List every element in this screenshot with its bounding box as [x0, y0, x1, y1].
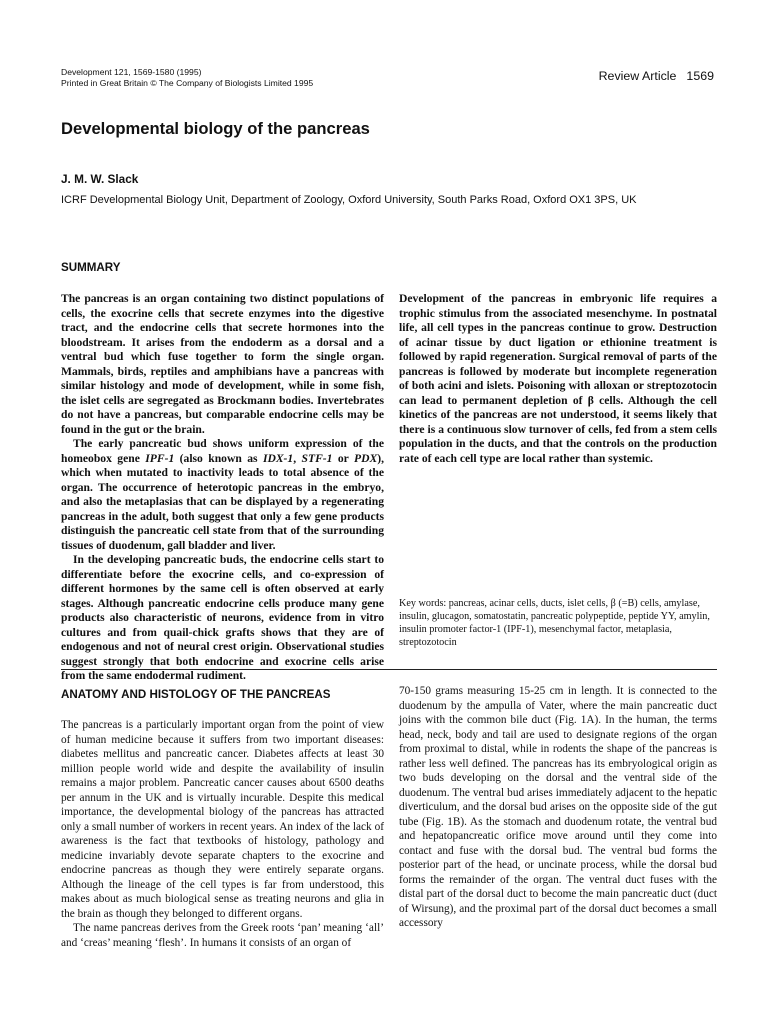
gene-name: IPF-1	[145, 451, 175, 465]
summary-paragraph-1: The pancreas is an organ containing two distinct populations of cells, the exocrine cells that secrete enzymes into the digestive tract, and the endocrine cells that secrete hormones into the bloodstream. It arises from the endoderm as a dorsal and a ventral bud which fuse together to form the single organ. Mammals, birds, reptiles and amphibians have a pancreas with similar histology and mode of development, while in some fish, the islet cells are segregated as Brockmann bodies. Invertebrates do not have a pancreas, but comparable endocrine cells may be found in the gut or the brain.	[61, 292, 384, 436]
article-type: Review Article	[598, 69, 677, 83]
anatomy-right-column	[399, 684, 717, 931]
summary-paragraph-3: In the developing pancreatic buds, the endocrine cells start to differentiate before the exocrine cells, and co-expression of different hormones by the same cell is often observed at early stages. Although pancreatic endocrine cells produce many gene products also characteristic of neurons, evidence from in vitro cultures and from quail-chick grafts shows that they are of endogenous and not of neural crest origin. Observational studies suggest strongly that both endocrine and exocrine cells arise from the same endodermal rudiment.	[61, 553, 384, 682]
summary-paragraph-4: Development of the pancreas in embryonic life requires a trophic stimulus from the associated mesenchyme. In postnatal life, all cell types in the pancreas continue to grow. Destruction of acinar tissue by duct ligation or ethionine treatment is followed by rapid regeneration. Surgical removal of parts of the pancreas is followed by moderate but incomplete regeneration of both acini and islets. Poisoning with alloxan or streptozotocin can lead to permanent depletion of β cells. Although the cell kinetics of the pancreas are not understood, it seems likely that there is a continuous slow turnover of cells, fed from a stem cells population in the ducts, and that the controls on the production rate of each cell type are local rather than systemic.	[399, 292, 717, 465]
keywords: Key words: pancreas, acinar cells, ducts, islet cells, β (=B) cells, amylase, insulin, glucagon, somatostatin, pancreatic polypeptide, peptide YY, amylin, insulin promoter factor-1 (IPF-1), mesenchymal factor, metaplasia, streptozotocin	[399, 598, 710, 648]
copyright-notice: Printed in Great Britain © The Company of Biologists Limited 1995	[61, 78, 314, 89]
gene-name: IDX-1	[262, 451, 294, 465]
summary-right-column	[399, 292, 717, 466]
summary-heading: SUMMARY	[61, 261, 121, 274]
author-name: J. M. W. Slack	[61, 172, 139, 186]
summary-left-column	[61, 292, 384, 684]
section-divider	[61, 669, 717, 670]
anatomy-paragraph-2-start: The name pancreas derives from the Greek roots ‘pan’ meaning ‘all’ and ‘creas’ meaning ‘flesh’. In humans it consists of an organ of	[61, 922, 384, 949]
summary-paragraph-2: The early pancreatic bud shows uniform expression of the homeobox gene IPF-1 (also known as IDX-1, STF-1 or PDX), which when mutated to inactivity leads to total absence of the organ. The occurrence of heterotopic pancreas in the embryo, and also the metaplasias that can be displayed by a regenerating pancreas in the adult, both suggest that only a few gene products distinguish the pancreatic cell state from that of the surrounding tissues of duodenum, gall bladder and liver.	[61, 437, 384, 552]
page-number: 1569	[686, 69, 714, 83]
anatomy-heading: ANATOMY AND HISTOLOGY OF THE PANCREAS	[61, 688, 331, 701]
gene-name: STF-1	[301, 451, 333, 465]
anatomy-paragraph-1: The pancreas is a particularly important organ from the point of view of human medicine because it suffers from two important diseases: diabetes mellitus and pancreatic cancer. Diabetes affects at least 30 million people world wide and despite the availability of insulin remains a major problem. Pancreatic cancer causes about 6500 deaths per annum in the UK and is virtually incurable. Despite this medical importance, the developmental biology of the pancreas has attracted only a small number of workers in recent years. An index of the lack of awareness is the fact that textbooks of histology, pathology and medicine invariably devote separate chapters to the exocrine and endocrine pancreas as though they were entirely separate organs. Although the lineage of the cell types is far from understood, this makes about as much biological sense as treating neurons and glia in the brain as though they belonged to different organs.	[61, 719, 384, 920]
anatomy-left-column	[61, 718, 384, 950]
article-title: Developmental biology of the pancreas	[61, 119, 370, 138]
journal-header	[61, 67, 313, 90]
author-affiliation: ICRF Developmental Biology Unit, Department of Zoology, Oxford University, South Parks Road, Oxford OX1 3PS, UK	[61, 194, 637, 206]
gene-name: PDX	[354, 451, 378, 465]
anatomy-paragraph-2: 70-150 grams measuring 15-25 cm in length. It is connected to the duodenum by the ampulla of Vater, where the main pancreatic duct joins with the common bile duct (Fig. 1A). In the human, the terms head, neck, body and tail are used to designate regions of the organ from proximal to distal, while in rodents the shape of the pancreas is rather less well defined. The pancreas has its embryological origin as two buds developing on the dorsal and the ventral side of the duodenum. The ventral bud arises immediately adjacent to the hepatic diverticulum, and the dorsal bud arises on the opposite side of the gut tube (Fig. 1B). As the stomach and duodenum rotate, the ventral bud and hepatopancreatic orifice move around until they come into contact and fuse with the dorsal bud. The ventral bud forms the posterior part of the head, or uncinate process, while the dorsal bud forms the remainder of the organ. The ventral duct fuses with the distal part of the dorsal duct to become the main pancreatic duct (duct of Wirsung), and the proximal part of the dorsal duct becomes a small accessory	[399, 685, 717, 929]
running-header	[599, 69, 714, 83]
journal-citation: Development 121, 1569-1580 (1995)	[61, 67, 202, 77]
